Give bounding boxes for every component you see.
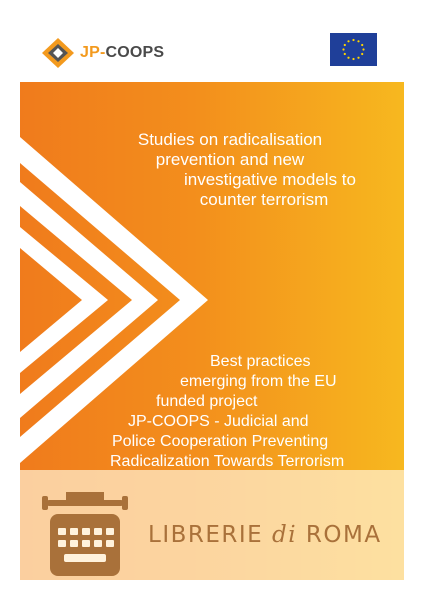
subtitle-line: JP-COOPS - Judicial and — [128, 413, 309, 430]
logo-jp: JP- — [80, 44, 106, 61]
jp-coops-logo-icon — [40, 36, 76, 70]
cover-subtitle — [40, 352, 400, 472]
subtitle-line: funded project — [156, 393, 258, 410]
bookstore-watermark — [20, 470, 404, 580]
title-line: Studies on radicalisation — [137, 130, 323, 149]
title-line: prevention and new — [155, 150, 305, 169]
subtitle-line: Best practices — [210, 353, 311, 370]
subtitle-line: Radicalization Towards Terrorism — [110, 453, 345, 470]
typewriter-icon — [36, 492, 134, 582]
title-line: counter terrorism — [199, 190, 329, 209]
title-line: investigative models to — [184, 170, 356, 189]
eu-flag-icon — [330, 33, 377, 66]
cover-title — [80, 130, 380, 210]
subtitle-line: Police Cooperation Preventing — [112, 433, 329, 450]
bookstore-name-part: di — [272, 522, 298, 548]
bookstore-name-part: ROMA — [305, 522, 382, 548]
bookstore-name — [148, 522, 382, 548]
logo-coops: COOPS — [105, 44, 165, 61]
jp-coops-logo — [40, 36, 180, 70]
logo-text — [80, 44, 164, 62]
eu-funding-disclaimer — [180, 73, 376, 77]
subtitle-line: emerging from the EU — [180, 373, 337, 390]
bookstore-name-part: LIBRERIE — [148, 522, 264, 548]
